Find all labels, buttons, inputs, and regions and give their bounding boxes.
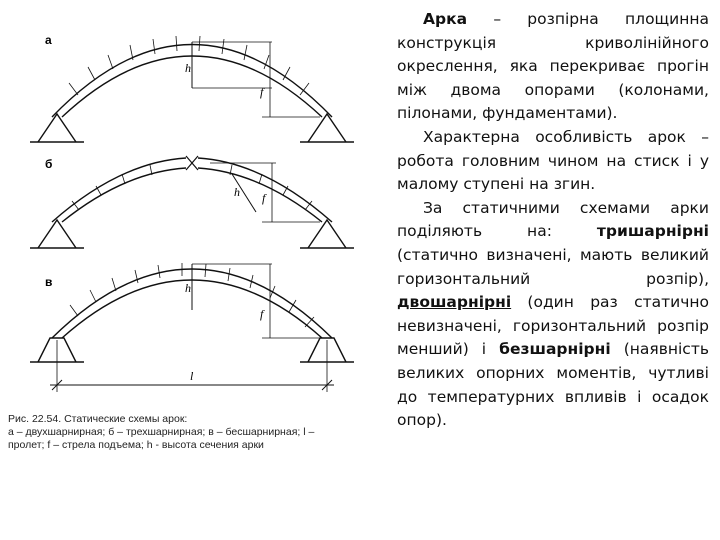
caption-line-3: пролет; f – стрела подъема; h - высота сечения арки (8, 439, 264, 451)
paragraph-definition (397, 8, 709, 126)
term-hingeless: безшарнірні (499, 340, 611, 359)
two-hinged-desc: (один раз статично невизначені, горизонтальний розпір менший) і (397, 293, 709, 359)
caption-line-2: а – двухшарнирная; б – трехшарнирная; в – бесшарнирная; l – (8, 426, 315, 438)
term-arch: Арка (423, 10, 468, 28)
definition-body: – розпірна площинна конструкція криволінійного окреслення, яка перекриває прогін між двома опорами (колонами, пілонами, фундаментами). (397, 10, 709, 123)
dim-l-span: l (190, 369, 194, 383)
definition-text (397, 8, 709, 433)
three-hinged-desc: (статично визначені, мають великий горизонтальний розпір), (397, 245, 709, 288)
label-b: б (45, 157, 53, 171)
dim-f-a: f (260, 85, 264, 99)
label-v: в (45, 275, 53, 289)
caption-title: Рис. 22.54. Статические схемы арок: (8, 413, 188, 425)
dim-h-v: h (185, 281, 191, 295)
label-a: а (45, 33, 52, 47)
figure-caption (8, 413, 393, 452)
dim-h-b: h (234, 185, 240, 199)
term-three-hinged: тришарнірні (596, 222, 709, 241)
paragraph-characteristic: Характерна особливість арок – робота головним чином на стиск і у малому ступені на згин. (397, 127, 709, 194)
paragraph-static-schemes (397, 197, 709, 433)
arch-a-two-hinged (30, 36, 354, 142)
schemes-lead: За статичними схемами арки поділяють на: (397, 198, 709, 241)
arch-b-three-hinged (30, 156, 354, 248)
dim-h-a: h (185, 61, 191, 75)
hingeless-desc: (наявність великих опорних моментів, чутливі до температурних впливів і осадок опор). (397, 340, 709, 430)
dim-f-v: f (260, 307, 264, 321)
term-two-hinged: двошарнірні (397, 293, 512, 312)
dim-f-b: f (262, 191, 266, 205)
